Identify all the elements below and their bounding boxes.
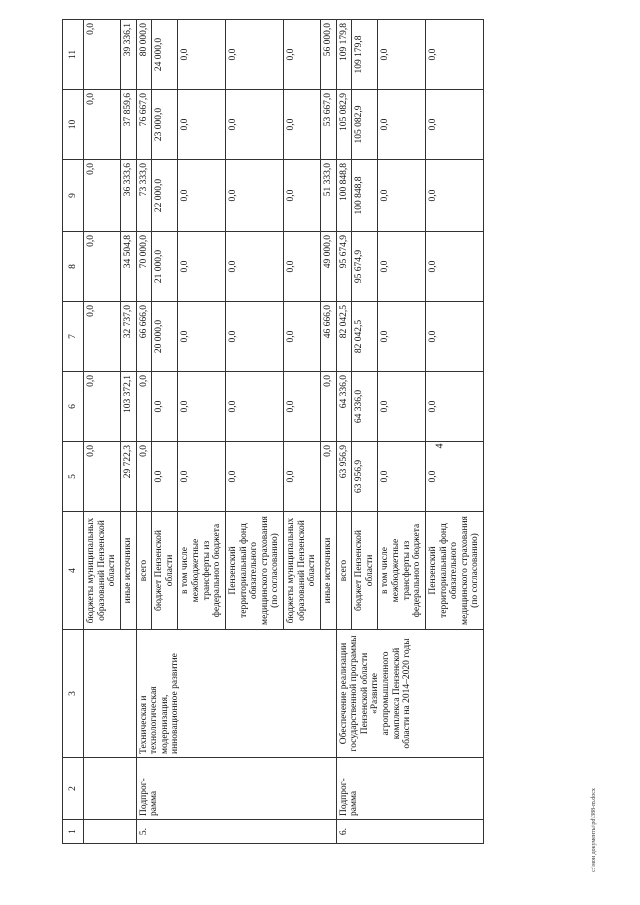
value-cell: 0,0: [225, 442, 283, 512]
value-cell: 0,0: [225, 160, 283, 232]
value-cell: 0,0: [178, 302, 226, 372]
value-cell: 0,0: [84, 160, 121, 232]
value-cell: 24 000,0: [152, 20, 178, 90]
funding-source: Пензенский территориальный фонд обязательного медицинского страхования (по согласованию): [225, 512, 283, 630]
budget-table-rotated: [62, 20, 594, 844]
header-cell: 11: [63, 20, 84, 90]
value-cell: 0,0: [284, 442, 321, 512]
value-cell: 0,0: [378, 442, 426, 512]
value-cell: 95 674,9: [336, 232, 352, 302]
value-cell: 0,0: [84, 20, 121, 90]
value-cell: 36 333,6: [120, 160, 136, 232]
header-cell: 7: [63, 302, 84, 372]
value-cell: 0,0: [225, 232, 283, 302]
value-cell: 0,0: [84, 372, 121, 442]
row-number: 5.: [136, 820, 336, 844]
value-cell: 103 372,1: [120, 372, 136, 442]
header-cell: 10: [63, 90, 84, 160]
table-row: [136, 20, 152, 844]
funding-source: Пензенский территориальный фонд обязательного медицинского страхования (по согласованию): [425, 512, 483, 630]
value-cell: 0,0: [178, 20, 226, 90]
value-cell: 0,0: [84, 90, 121, 160]
page-number: 4: [434, 443, 446, 449]
value-cell: 82 042,5: [336, 302, 352, 372]
header-cell: 5: [63, 442, 84, 512]
value-cell: 0,0: [84, 232, 121, 302]
value-cell: 0,0: [284, 90, 321, 160]
header-cell: 6: [63, 372, 84, 442]
value-cell: 80 000,0: [136, 20, 152, 90]
header-cell: 1: [63, 820, 84, 844]
cell-empty: [84, 758, 137, 820]
program-type: Подпрог- рамма: [336, 758, 484, 820]
value-cell: 0,0: [136, 372, 152, 442]
funding-source: бюджет Пензенской области: [152, 512, 178, 630]
value-cell: 100 848,8: [352, 160, 378, 232]
value-cell: 23 000,0: [152, 90, 178, 160]
value-cell: 0,0: [225, 372, 283, 442]
row-number: 6.: [336, 820, 484, 844]
value-cell: 53 667,0: [320, 90, 336, 160]
value-cell: 82 042,5: [352, 302, 378, 372]
value-cell: 76 667,0: [136, 90, 152, 160]
value-cell: 29 722,3: [120, 442, 136, 512]
value-cell: 0,0: [425, 90, 483, 160]
value-cell: 0,0: [425, 160, 483, 232]
value-cell: 0,0: [284, 160, 321, 232]
value-cell: 0,0: [378, 90, 426, 160]
funding-source: всего: [136, 512, 152, 630]
value-cell: 0,0: [425, 442, 483, 512]
value-cell: 105 082,9: [336, 90, 352, 160]
value-cell: 0,0: [84, 442, 121, 512]
value-cell: 73 333,0: [136, 160, 152, 232]
header-cell: 9: [63, 160, 84, 232]
value-cell: 66 666,0: [136, 302, 152, 372]
program-name: Техническая и технологическая модернизация, инновационное развитие: [136, 630, 336, 758]
program-name: Обеспечение реализации государственной программы Пензенской области «Развитие агропромышленного комплекса Пензенской области на 2014–2020 годы: [336, 630, 484, 758]
value-cell: 0,0: [320, 372, 336, 442]
value-cell: 49 000,0: [320, 232, 336, 302]
header-cell: 4: [63, 512, 84, 630]
value-cell: 56 000,0: [320, 20, 336, 90]
value-cell: 95 674,9: [352, 232, 378, 302]
value-cell: 0,0: [425, 302, 483, 372]
value-cell: 39 336,1: [120, 20, 136, 90]
value-cell: 0,0: [178, 372, 226, 442]
value-cell: 0,0: [378, 20, 426, 90]
value-cell: 0,0: [225, 20, 283, 90]
value-cell: 0,0: [425, 232, 483, 302]
header-cell: 8: [63, 232, 84, 302]
budget-table: [62, 19, 484, 844]
value-cell: 63 956,9: [352, 442, 378, 512]
value-cell: 0,0: [378, 302, 426, 372]
funding-source: иные источники: [320, 512, 336, 630]
value-cell: 63 956,9: [336, 442, 352, 512]
value-cell: 22 000,0: [152, 160, 178, 232]
value-cell: 100 848,8: [336, 160, 352, 232]
value-cell: 0,0: [178, 90, 226, 160]
value-cell: 0,0: [320, 442, 336, 512]
header-row: [63, 20, 84, 844]
value-cell: 51 333,0: [320, 160, 336, 232]
funding-source: в том числе межбюджетные трансферты из федерального бюджета: [178, 512, 226, 630]
value-cell: 105 082,9: [352, 90, 378, 160]
value-cell: 0,0: [225, 302, 283, 372]
funding-source: бюджеты муниципальных образований Пензенской области: [284, 512, 321, 630]
value-cell: 0,0: [284, 232, 321, 302]
value-cell: 0,0: [378, 160, 426, 232]
value-cell: 0,0: [178, 442, 226, 512]
footer-file-path: c:\мои документы\pd\388-m.docx: [591, 788, 597, 872]
value-cell: 64 336,0: [352, 372, 378, 442]
value-cell: 0,0: [178, 160, 226, 232]
value-cell: 34 504,8: [120, 232, 136, 302]
value-cell: 0,0: [284, 302, 321, 372]
value-cell: 0,0: [284, 20, 321, 90]
value-cell: 109 179,8: [352, 20, 378, 90]
value-cell: 37 859,6: [120, 90, 136, 160]
value-cell: 70 000,0: [136, 232, 152, 302]
value-cell: 0,0: [178, 232, 226, 302]
value-cell: 0,0: [84, 302, 121, 372]
value-cell: 20 000,0: [152, 302, 178, 372]
funding-source: бюджеты муниципальных образований Пензенской области: [84, 512, 121, 630]
value-cell: 46 666,0: [320, 302, 336, 372]
value-cell: 109 179,8: [336, 20, 352, 90]
value-cell: 0,0: [152, 442, 178, 512]
value-cell: 0,0: [378, 372, 426, 442]
header-cell: 3: [63, 630, 84, 758]
funding-source: иные источники: [120, 512, 136, 630]
value-cell: 21 000,0: [152, 232, 178, 302]
value-cell: 32 737,0: [120, 302, 136, 372]
cell-empty: [84, 820, 137, 844]
value-cell: 0,0: [425, 372, 483, 442]
value-cell: 0,0: [378, 232, 426, 302]
value-cell: 0,0: [425, 20, 483, 90]
funding-source: бюджет Пензенской области: [352, 512, 378, 630]
program-type: Подпрог- рамма: [136, 758, 336, 820]
value-cell: 64 336,0: [336, 372, 352, 442]
value-cell: 0,0: [284, 372, 321, 442]
cell-empty: [84, 630, 137, 758]
header-cell: 2: [63, 758, 84, 820]
value-cell: 0,0: [225, 90, 283, 160]
funding-source: в том числе межбюджетные трансферты из федерального бюджета: [378, 512, 426, 630]
table-row: [84, 20, 121, 844]
table-row: [336, 20, 352, 844]
value-cell: 0,0: [136, 442, 152, 512]
funding-source: всего: [336, 512, 352, 630]
value-cell: 0,0: [152, 372, 178, 442]
